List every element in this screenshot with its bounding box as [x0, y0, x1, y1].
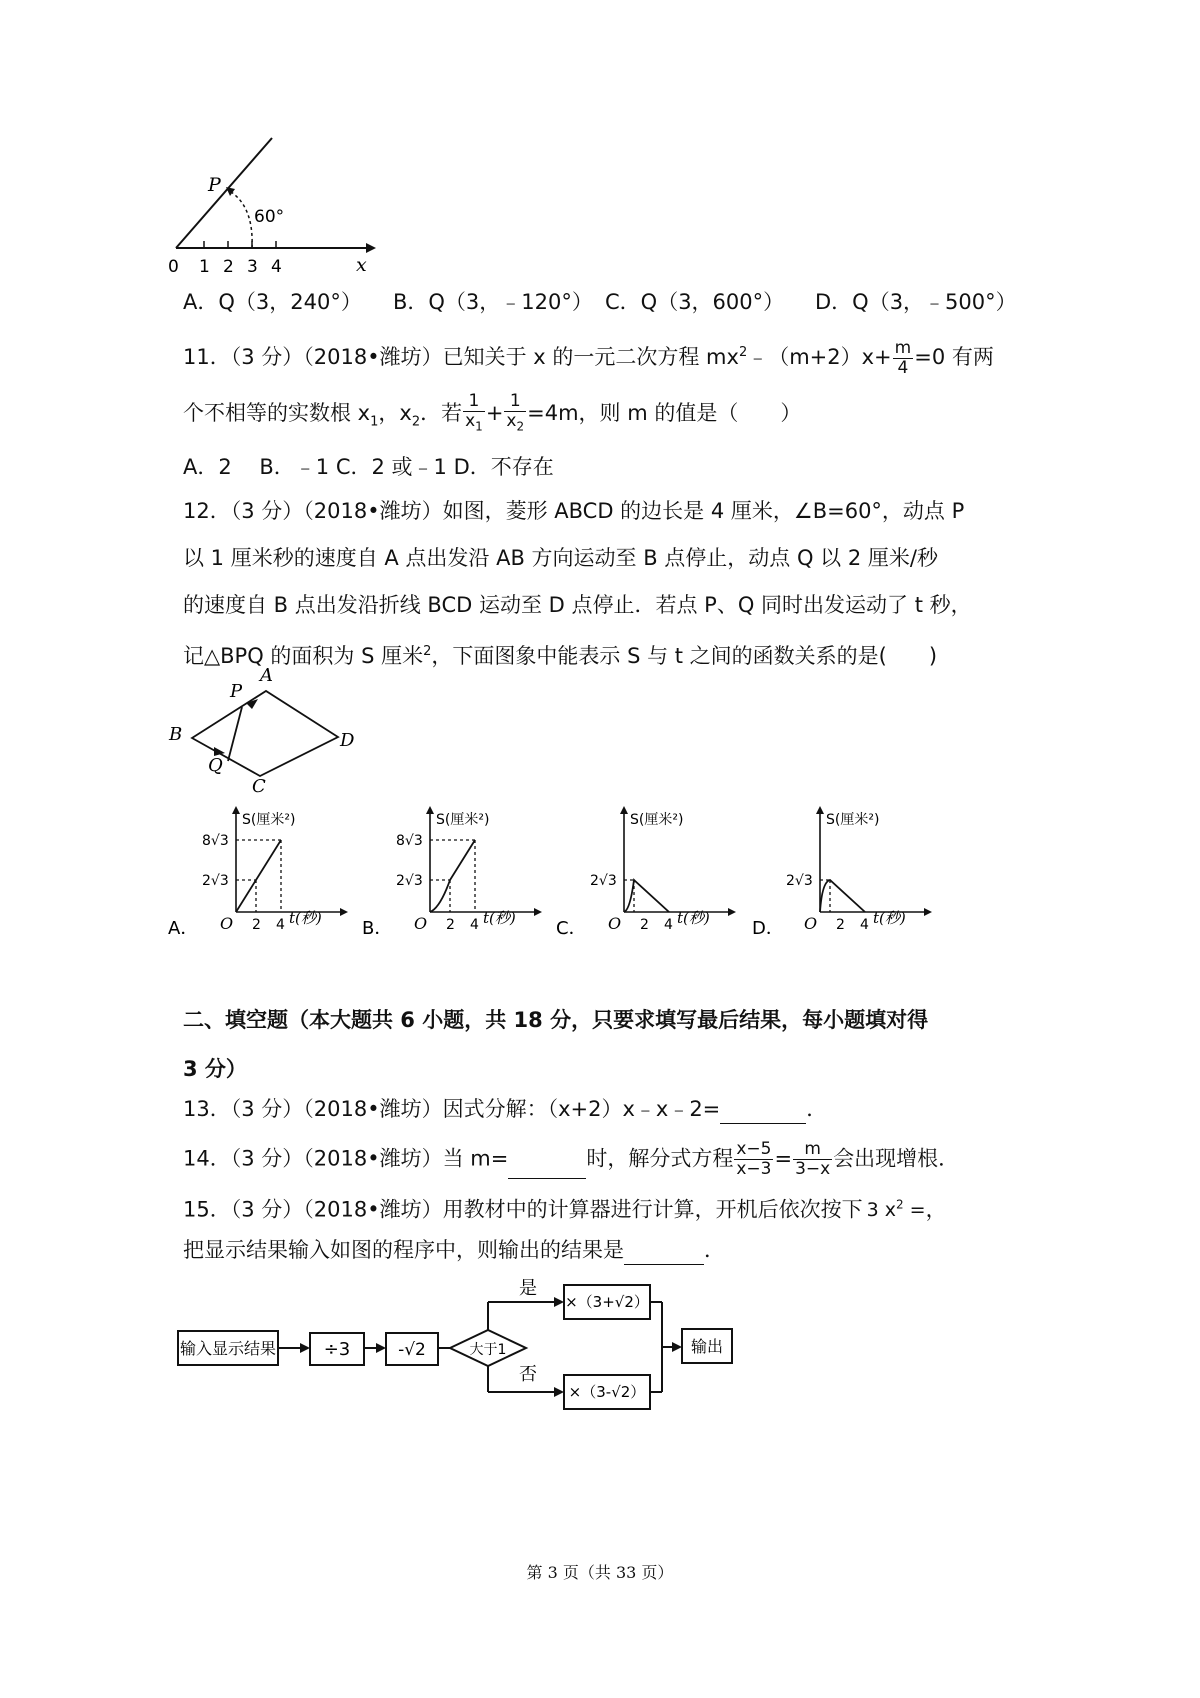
graph-y-low-label: 2√3: [590, 873, 617, 889]
label-a: A: [260, 665, 273, 686]
label-q: Q: [208, 755, 223, 776]
q11-text-d: 个不相等的实数根 x: [183, 401, 371, 426]
flow-sqrt-label: -√2: [398, 1340, 426, 1360]
q11-f1-den-sub: 1: [475, 419, 483, 434]
graph-option-letter: D．: [752, 918, 784, 939]
q11-f2-den-sub: 2: [516, 419, 525, 434]
flow-yes-box-label: ×（3+√2）: [565, 1293, 649, 1311]
graph-y-arrow: [620, 806, 628, 814]
tick-label-4: 4: [271, 257, 282, 277]
graph-origin-label: O: [804, 914, 818, 933]
graph-origin-label: O: [220, 914, 234, 933]
graph-option-b: [362, 800, 547, 945]
graph-option-letter: B．: [362, 918, 393, 939]
flow-div3-label: ÷3: [323, 1339, 351, 1360]
graph-x-label: t(秒): [873, 909, 906, 927]
graph-y-arrow: [426, 806, 434, 814]
graph-curve: [430, 840, 475, 912]
axis-x-label: x: [356, 254, 367, 276]
flow-no-box-label: ×（3-√2）: [568, 1383, 646, 1401]
q15-text-c: ．: [704, 1238, 725, 1262]
graph-origin-label: O: [414, 914, 428, 933]
graph-x4-label: 4: [276, 917, 285, 933]
q15-text-end: ，: [925, 1197, 947, 1222]
section2-heading-line2: 3 分）: [183, 1057, 247, 1081]
q15-answer-blank[interactable]: [624, 1242, 704, 1265]
q14-f1-num: x−5: [736, 1139, 772, 1159]
q11-frac-1: [463, 392, 485, 436]
graph-x2-label: 2: [640, 917, 649, 933]
q15-text-a: 15．（3 分）（2018•潍坊）用教材中的计算器进行计算，开机后依次按下: [183, 1197, 863, 1222]
tick-label-2: 2: [223, 257, 234, 277]
angle-arc: [228, 190, 252, 248]
q15-key-sequence: [867, 1199, 926, 1221]
flow-output-label: 输出: [690, 1337, 724, 1356]
q12-text-a: 记△BPQ 的面积为 S 厘米: [183, 644, 424, 668]
graph-x-arrow: [340, 908, 348, 916]
graph-y-low-label: 2√3: [202, 873, 229, 889]
q12-rhombus-figure: [168, 665, 368, 795]
graph-origin-label: O: [608, 914, 622, 933]
q11-sub1: 1: [370, 414, 379, 430]
flow-arrowhead-2: [376, 1343, 386, 1353]
point-p-label: P: [208, 174, 221, 196]
q10-option-c: C．Q（3，600°）: [605, 290, 785, 314]
q11-f2-num: 1: [504, 392, 526, 412]
q10-angle-figure: [168, 135, 408, 295]
graph-x-label: t(秒): [677, 909, 710, 927]
graph-x-arrow: [534, 908, 542, 916]
q11-f2-den-main: x: [506, 411, 517, 431]
label-c: C: [252, 776, 266, 795]
graph-y-label: S(厘米²): [826, 812, 880, 828]
q14-answer-blank[interactable]: [508, 1156, 586, 1179]
graph-x-label: t(秒): [483, 909, 516, 927]
q15-flowchart: [170, 1275, 810, 1415]
graph-y-low-label: 2√3: [396, 873, 423, 889]
q15-key-3: 3: [866, 1199, 879, 1222]
flow-yes-label: 是: [519, 1278, 537, 1299]
q11-frac-2: [504, 392, 526, 436]
q12-text-b: ，下面图象中能表示 S 与 t 之间的函数关系的是( ): [431, 644, 938, 668]
q11-text-g: =4m，则 m 的值是（ ）: [527, 401, 802, 426]
q11-frac-m4: [893, 339, 914, 378]
graph-y-label: S(厘米²): [630, 812, 684, 828]
graph-x-arrow: [728, 908, 736, 916]
page-footer: 第 3 页（共 33 页）: [526, 1563, 674, 1582]
q14-text-b: 时，解分式方程: [586, 1146, 734, 1171]
q15-key-sup: 2: [895, 1198, 904, 1212]
graph-x-arrow: [924, 908, 932, 916]
flow-decision-label: 大于1: [469, 1342, 507, 1358]
graph-y-arrow: [232, 806, 240, 814]
graph-option-letter: A．: [168, 918, 199, 939]
q11-text-e: ，x: [378, 401, 412, 426]
q14-frac-2: [793, 1140, 832, 1179]
q11-frac-den: 4: [897, 357, 909, 378]
q14-f2-num: m: [793, 1140, 832, 1160]
q11-text-b: ﹣（m+2）x+: [747, 345, 892, 369]
ray-op: [176, 138, 272, 248]
q14-f2-den: 3−x: [795, 1159, 831, 1179]
angle-arc-arrow: [226, 187, 235, 196]
flow-arrowhead-1: [300, 1343, 310, 1353]
graph-y-label: S(厘米²): [436, 812, 490, 828]
graph-option-c: [556, 800, 741, 945]
q13-end: ．: [806, 1097, 828, 1121]
label-p: P: [230, 681, 243, 702]
q10-option-b: B．Q（3，﹣120°）: [393, 290, 593, 314]
graph-curve: [624, 880, 669, 912]
graph-x2-label: 2: [836, 917, 845, 933]
q14-f1-den: x−3: [736, 1159, 772, 1179]
flow-no-arrowhead: [554, 1387, 564, 1397]
graph-option-letter: C．: [556, 918, 587, 939]
q14-text-a: 14．（3 分）（2018•潍坊）当 m=: [183, 1146, 509, 1171]
q11-text-f: ．若: [420, 401, 463, 426]
angle-label: 60°: [254, 207, 285, 227]
flow-output-arrowhead: [672, 1342, 682, 1352]
graph-curve: [820, 880, 865, 912]
graph-y-low-label: 2√3: [786, 873, 813, 889]
graph-x2-label: 2: [446, 917, 455, 933]
x-axis-arrow: [366, 243, 376, 253]
q13-line: [183, 1094, 1023, 1124]
tick-label-1: 1: [199, 257, 210, 277]
q14-eq: =: [774, 1146, 793, 1171]
segment-pq: [228, 707, 242, 761]
q14-text-c: 会出现增根．: [833, 1146, 960, 1171]
flow-input-label: 输入显示结果: [179, 1339, 277, 1358]
q15-line2: [183, 1235, 1023, 1265]
graph-x2-label: 2: [252, 917, 261, 933]
q15-line1: [183, 1190, 1023, 1225]
section2-heading-line1: 二、填空题（本大题共 6 小题，共 18 分，只要求填写最后结果，每小题填对得: [183, 1008, 929, 1032]
q11-text-c: =0 有两: [914, 345, 994, 369]
q12-line1: 12．（3 分）（2018•潍坊）如图，菱形 ABCD 的边长是 4 厘米，∠B=60°，动点 P: [183, 499, 965, 523]
flow-yes-arrowhead: [554, 1297, 564, 1307]
label-b: B: [169, 724, 183, 745]
q11-sub2: 2: [411, 414, 421, 430]
flow-no-label: 否: [519, 1364, 537, 1385]
tick-label-3: 3: [247, 257, 258, 277]
q11-f1-num: 1: [463, 392, 485, 412]
q15-text-b: 把显示结果输入如图的程序中，则输出的结果是: [183, 1238, 624, 1262]
graph-y-arrow: [816, 806, 824, 814]
q12-sup: 2: [423, 644, 432, 659]
q11-options: A．2 B．﹣1 C．2 或﹣1 D．不存在: [183, 455, 554, 479]
label-d: D: [340, 730, 355, 751]
q10-option-a: A．Q（3，240°）: [183, 290, 362, 314]
graph-option-a: [168, 800, 353, 945]
q11-f1-den-main: x: [465, 411, 476, 431]
graph-y-high-label: 8√3: [202, 833, 229, 849]
q15-key-x: x: [884, 1199, 896, 1222]
tick-label-0: 0: [168, 257, 179, 277]
graph-x4-label: 4: [664, 917, 673, 933]
q11-line2: [183, 392, 1023, 437]
graph-curve: [236, 840, 281, 912]
q10-options: [183, 287, 1023, 317]
q11-line1: [183, 338, 1023, 378]
q12-line3: 的速度自 B 点出发沿折线 BCD 运动至 D 点停止．若点 P、Q 同时出发运动了 t 秒，: [183, 593, 972, 617]
q12-line2: 以 1 厘米秒的速度自 A 点出发沿 AB 方向运动至 B 点停止，动点 Q 以 2 厘米/秒: [183, 546, 938, 570]
graph-x-label: t(秒): [289, 909, 322, 927]
graph-y-high-label: 8√3: [396, 833, 423, 849]
q15-key-eq: =: [909, 1199, 926, 1222]
graph-x4-label: 4: [470, 917, 479, 933]
q13-text: 13．（3 分）（2018•潍坊）因式分解：（x+2）x﹣x﹣2=: [183, 1097, 721, 1121]
graph-x4-label: 4: [860, 917, 869, 933]
q10-option-d: D．Q（3，﹣500°）: [815, 290, 1017, 314]
q14-frac-1: [734, 1140, 773, 1179]
graph-option-d: [752, 800, 937, 945]
graph-y-label: S(厘米²): [242, 812, 296, 828]
q11-f2-den: [504, 412, 526, 436]
q14-line: [183, 1140, 1023, 1179]
q13-answer-blank[interactable]: [720, 1101, 806, 1124]
q11-sup: 2: [738, 345, 748, 360]
q11-text-a: 11．（3 分）（2018•潍坊）已知关于 x 的一元二次方程 mx: [183, 345, 739, 369]
q11-plus: +: [485, 401, 504, 426]
q11-f1-den: [463, 412, 485, 436]
q11-frac-num: m: [894, 337, 912, 358]
